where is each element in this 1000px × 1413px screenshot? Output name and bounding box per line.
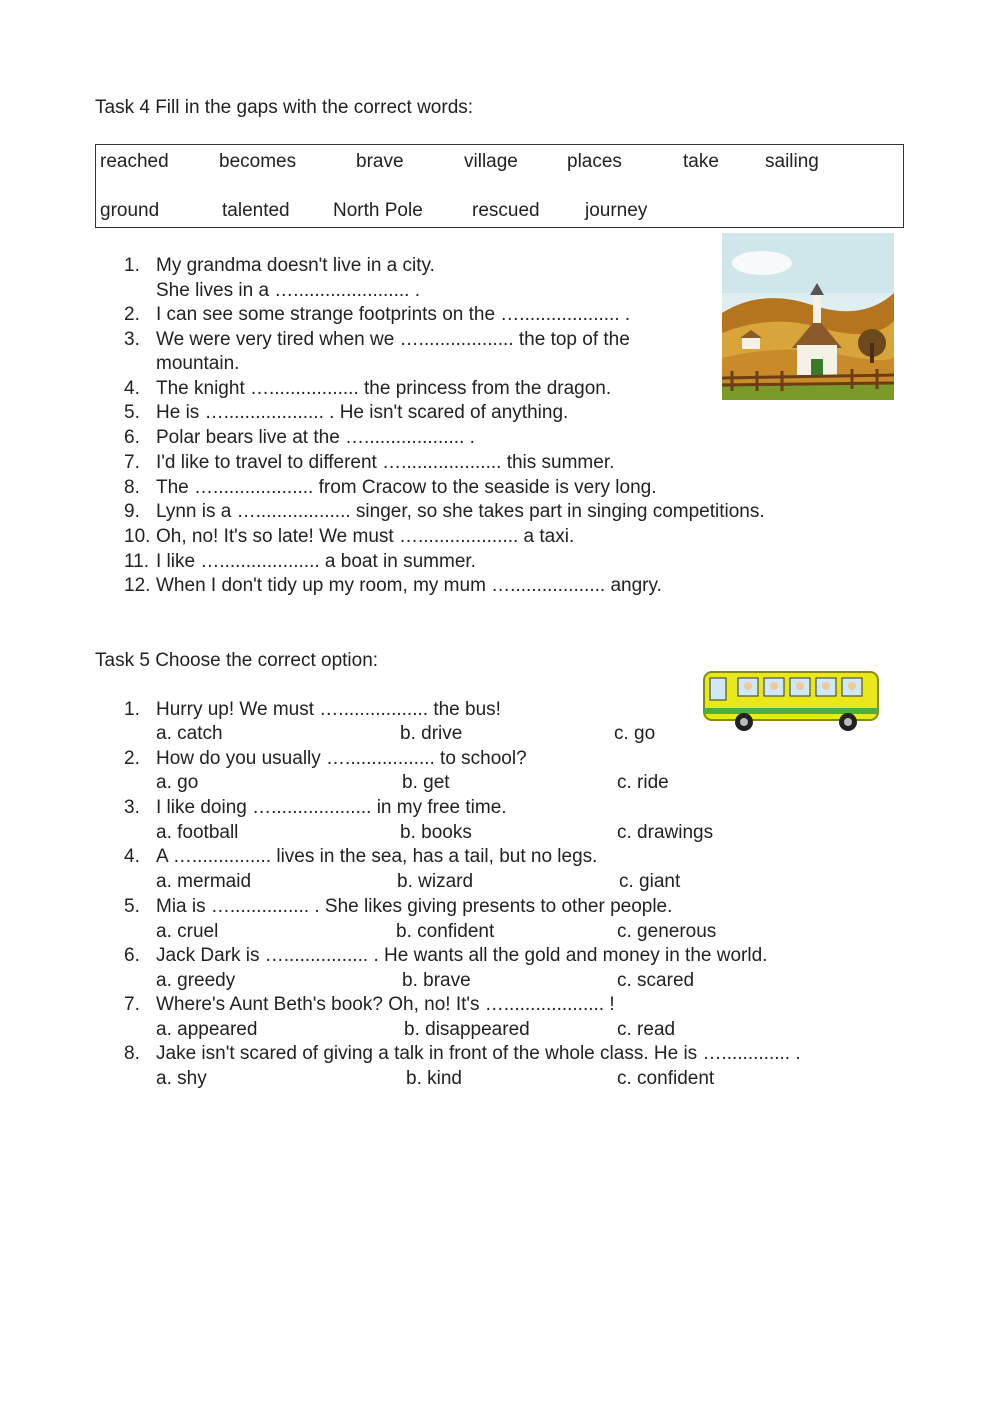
task5-option-a: a. football xyxy=(156,822,239,843)
task5-option-a: a. shy xyxy=(156,1068,207,1089)
task4-item-text: She lives in a …...................... . xyxy=(156,280,420,301)
word-bank-item: North Pole xyxy=(333,200,423,221)
task5-option-b: b. confident xyxy=(396,921,495,942)
task5-question: Jack Dark is …................ . He wants all the gold and money in the world. xyxy=(156,945,768,966)
task5-item-number: 4. xyxy=(124,846,140,867)
task4-item-number: 12. xyxy=(124,575,151,596)
task5-option-c: c. confident xyxy=(617,1068,715,1089)
task5-option-b: b. brave xyxy=(402,970,471,991)
school-bus-illustration xyxy=(698,668,882,736)
task4-item-text: I like …................... a boat in summer. xyxy=(156,551,476,572)
task4-item-text: The …................... from Cracow to the seaside is very long. xyxy=(156,477,657,498)
word-bank-item: becomes xyxy=(219,151,297,172)
word-bank-item: ground xyxy=(100,200,160,221)
task5-question: Mia is …............... . She likes giving presents to other people. xyxy=(156,896,673,917)
task5-item-number: 6. xyxy=(124,945,140,966)
task5-option-c: c. scared xyxy=(617,970,695,991)
task5-title: Task 5 Choose the correct option: xyxy=(95,650,379,671)
task4-item-number: 4. xyxy=(124,378,140,399)
task4-item-number: 2. xyxy=(124,304,140,325)
task4-item-text: mountain. xyxy=(156,353,240,374)
task4-item-number: 10. xyxy=(124,526,151,547)
task5-option-b: b. wizard xyxy=(397,871,474,892)
word-bank-item: reached xyxy=(100,151,169,172)
word-bank-item: journey xyxy=(585,200,648,221)
word-bank-item: places xyxy=(567,151,622,172)
task4-item-text: My grandma doesn't live in a city. xyxy=(156,255,435,276)
task4-item-number: 5. xyxy=(124,402,140,423)
word-bank-item: village xyxy=(464,151,518,172)
task4-item-text: When I don't tidy up my room, my mum ….................. angry. xyxy=(156,575,662,596)
task5-option-b: b. disappeared xyxy=(404,1019,530,1040)
task5-option-a: a. cruel xyxy=(156,921,219,942)
task5-option-c: c. read xyxy=(617,1019,676,1040)
task4-item-number: 3. xyxy=(124,329,140,350)
task5-option-c: c. giant xyxy=(619,871,681,892)
task5-option-a: a. greedy xyxy=(156,970,236,991)
task5-option-c: c. go xyxy=(614,723,656,744)
task4-item-number: 7. xyxy=(124,452,140,473)
word-bank-item: talented xyxy=(222,200,290,221)
task5-option-b: b. books xyxy=(400,822,472,843)
task4-item-text: Lynn is a ….................. singer, so she takes part in singing competitions. xyxy=(156,501,765,522)
task5-option-a: a. appeared xyxy=(156,1019,258,1040)
task5-option-c: c. ride xyxy=(617,772,669,793)
task5-item-number: 8. xyxy=(124,1043,140,1064)
task4-item-number: 11. xyxy=(124,551,150,572)
task5-item-number: 3. xyxy=(124,797,140,818)
task5-option-b: b. get xyxy=(402,772,450,793)
task4-item-text: He is …................... . He isn't scared of anything. xyxy=(156,402,569,423)
word-bank-item: take xyxy=(683,151,719,172)
task5-question: How do you usually …................. to school? xyxy=(156,748,527,769)
task5-option-a: a. go xyxy=(156,772,199,793)
task4-item-text: I'd like to travel to different …................... this summer. xyxy=(156,452,615,473)
task4-item-number: 8. xyxy=(124,477,140,498)
task4-item-text: Oh, no! It's so late! We must …................... a taxi. xyxy=(156,526,575,547)
task5-item-number: 5. xyxy=(124,896,140,917)
task4-item-number: 1. xyxy=(124,255,140,276)
word-bank-item: sailing xyxy=(765,151,819,172)
task5-question: Where's Aunt Beth's book? Oh, no! It's …................... ! xyxy=(156,994,615,1015)
task4-item-text: We were very tired when we ….................. the top of the xyxy=(156,329,630,350)
task5-option-c: c. drawings xyxy=(617,822,714,843)
task5-item-number: 2. xyxy=(124,748,140,769)
task5-option-b: b. kind xyxy=(406,1068,462,1089)
task5-option-b: b. drive xyxy=(400,723,463,744)
village-illustration xyxy=(722,233,894,400)
task4-item-text: Polar bears live at the …................... . xyxy=(156,427,475,448)
word-bank-item: brave xyxy=(356,151,404,172)
task4-item-number: 6. xyxy=(124,427,140,448)
task5-option-c: c. generous xyxy=(617,921,717,942)
task4-item-text: The knight …................. the princess from the dragon. xyxy=(156,378,612,399)
task5-question: Jake isn't scared of giving a talk in front of the whole class. He is …............. . xyxy=(156,1043,801,1064)
task4-title: Task 4 Fill in the gaps with the correct words: xyxy=(95,97,474,118)
task5-option-a: a. mermaid xyxy=(156,871,252,892)
task5-item-number: 1. xyxy=(124,699,140,720)
word-bank-item: rescued xyxy=(472,200,540,221)
task5-question: I like doing …................... in my free time. xyxy=(156,797,507,818)
task4-item-number: 9. xyxy=(124,501,140,522)
word-bank xyxy=(95,144,904,228)
task5-question: Hurry up! We must …................. the bus! xyxy=(156,699,501,720)
task5-question: A …............... lives in the sea, has a tail, but no legs. xyxy=(156,846,598,867)
task5-item-number: 7. xyxy=(124,994,140,1015)
task5-option-a: a. catch xyxy=(156,723,223,744)
task4-item-text: I can see some strange footprints on the …................... . xyxy=(156,304,631,325)
